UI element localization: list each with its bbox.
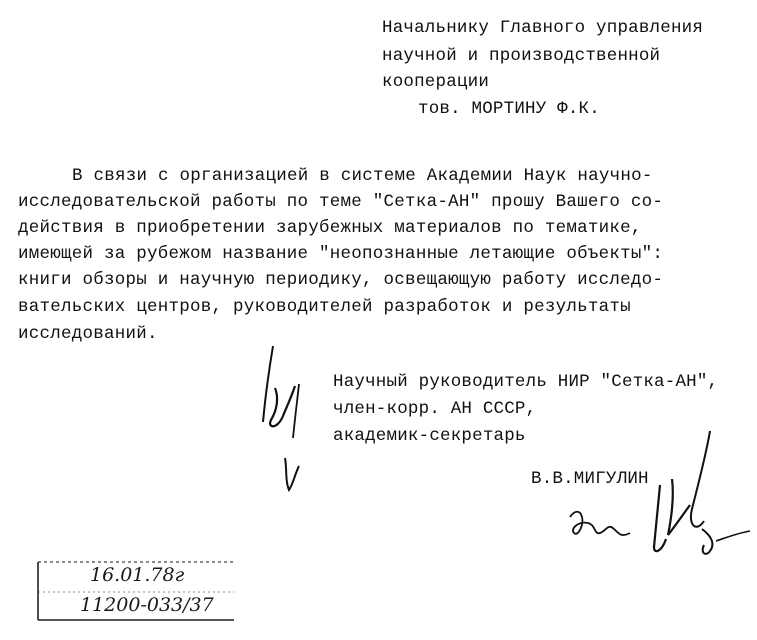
addressee-line-2: научной и производственной — [382, 46, 661, 66]
body-line-4: имеющей за рубежом название "неопознанные летающие объекты": — [18, 244, 664, 264]
signature-line-1: Научный руководитель НИР "Сетка-АН", — [333, 372, 719, 392]
signer-name: В.В.МИГУЛИН — [531, 469, 649, 489]
body-line-3: действия в приобретении зарубежных материалов по тематике, — [18, 218, 642, 238]
signature-line-3: академик-секретарь — [333, 426, 526, 446]
stamp-date: 16.01.78г — [90, 564, 185, 586]
signature-line-2: член-корр. АН СССР, — [333, 399, 537, 419]
addressee-line-1: Начальнику Главного управления — [382, 18, 704, 38]
registration-stamp — [34, 558, 239, 624]
body-line-1: В связи с организацией в системе Академии Наук научно- — [72, 166, 653, 186]
body-line-2: исследовательской работы по теме "Сетка-АН" прошу Вашего со- — [18, 192, 664, 212]
handwritten-signature — [560, 425, 757, 575]
handwritten-initials-mark — [255, 340, 315, 500]
body-line-7: исследований. — [18, 324, 158, 344]
stamp-number: 11200-033/37 — [80, 594, 214, 616]
body-line-6: вательских центров, руководителей разработок и результаты — [18, 297, 631, 317]
addressee-line-4: тов. МОРТИНУ Ф.К. — [418, 99, 600, 119]
addressee-line-3: кооперации — [382, 72, 490, 92]
body-line-5: книги обзоры и научную периодику, освещающую работу исследо- — [18, 270, 664, 290]
